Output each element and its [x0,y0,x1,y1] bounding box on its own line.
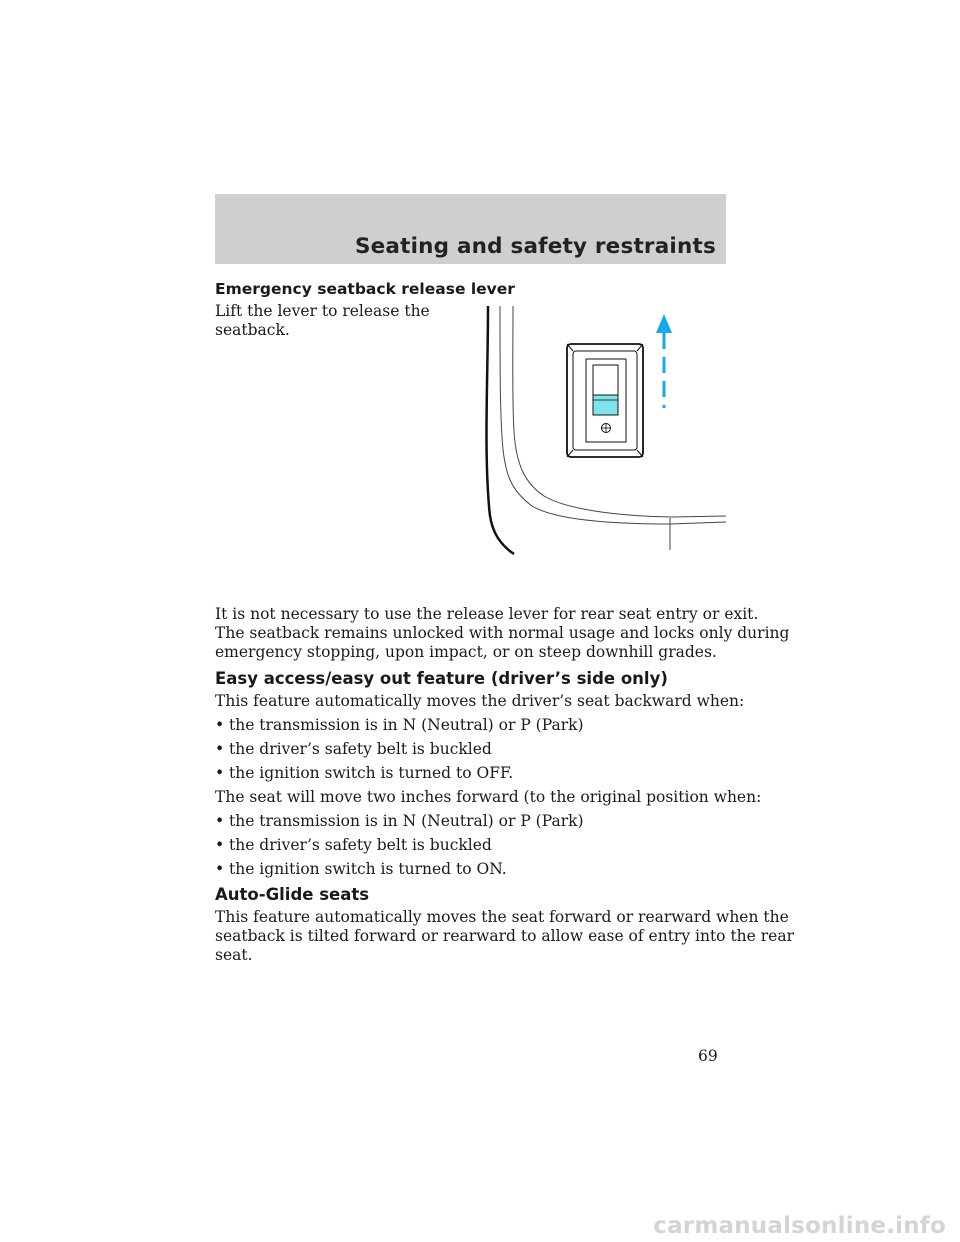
arrow-up-dashed-icon [656,314,672,408]
bullet-icon: • [215,716,225,734]
auto-glide-line2: seatback is tilted forward or rearward to allow ease of entry into the rear [215,927,794,945]
bullet-icon: • [215,836,225,854]
release-body-line2: The seatback remains unlocked with normal usage and locks only during [215,624,790,642]
section-title: Seating and safety restraints [354,234,716,259]
easy-access-intro: This feature automatically moves the driver’s seat backward when: [215,692,745,710]
bullet-icon: • [215,860,225,878]
heading-easy-access: Easy access/easy out feature (driver’s side only) [215,669,668,688]
page-number: 69 [698,1047,718,1065]
section-header-band [215,194,726,264]
auto-glide-line3: seat. [215,946,253,964]
bullet-icon: • [215,740,225,758]
bullet-icon: • [215,764,225,782]
lever-housing [567,344,643,457]
list-item: • the transmission is in N (Neutral) or P (Park) [215,812,584,830]
list-item: • the transmission is in N (Neutral) or P (Park) [215,716,584,734]
release-body-line1: It is not necessary to use the release lever for rear seat entry or exit. [215,605,759,623]
list-item: • the driver’s safety belt is buckled [215,836,492,854]
easy-access-middle: The seat will move two inches forward (to the original position when: [215,788,762,806]
list-item: • the driver’s safety belt is buckled [215,740,492,758]
release-intro-line2: seatback. [215,321,290,339]
watermark: carmanualsonline.info [653,1213,946,1239]
release-body-line3: emergency stopping, upon impact, or on steep downhill grades. [215,643,717,661]
heading-auto-glide: Auto-Glide seats [215,885,370,904]
heading-emergency-release: Emergency seatback release lever [215,280,515,298]
release-intro-line1: Lift the lever to release the [215,302,430,320]
seatback-release-lever-illustration [470,296,730,558]
auto-glide-line1: This feature automatically moves the seat forward or rearward when the [215,908,789,926]
list-item: • the ignition switch is turned to OFF. [215,764,514,782]
list-item: • the ignition switch is turned to ON. [215,860,507,878]
bullet-icon: • [215,812,225,830]
